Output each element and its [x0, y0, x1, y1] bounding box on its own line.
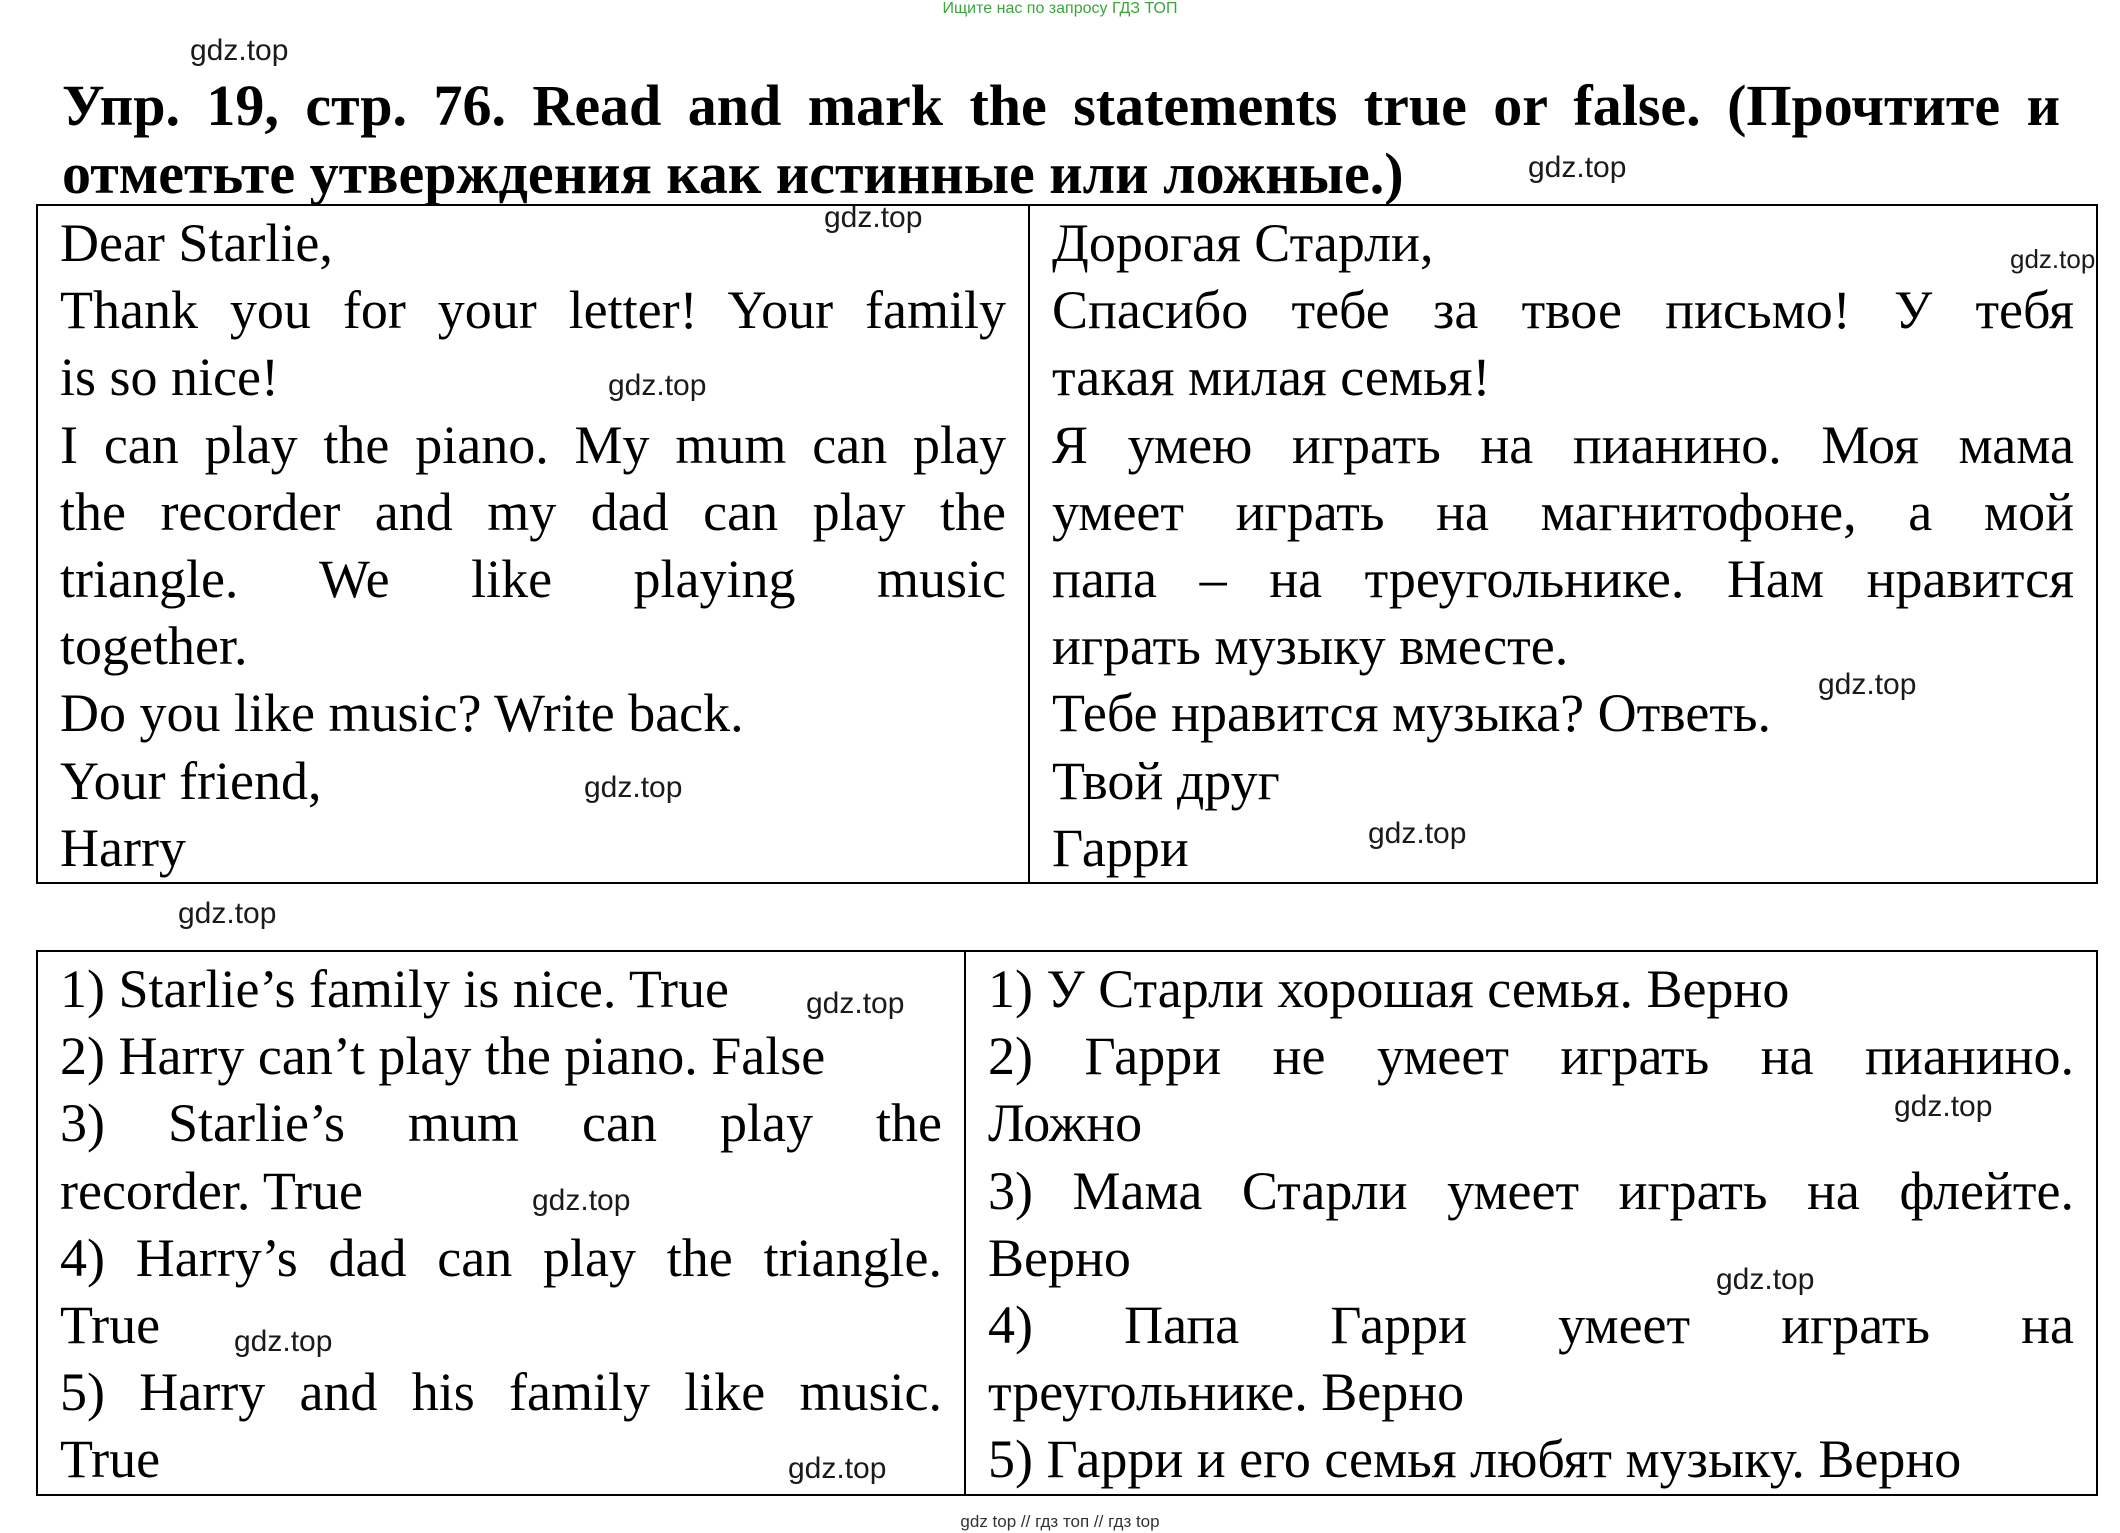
letter-en-line: is so nice!	[60, 347, 279, 408]
watermark: gdz.top	[584, 771, 683, 804]
answer-en-line: recorder. True	[60, 1160, 363, 1221]
answer-ru-line: 4) Папа Гарри умеет играть на	[988, 1295, 2074, 1356]
answer-ru-line: Ложно	[988, 1093, 1143, 1154]
top-search-note: Ищите нас по запросу ГДЗ ТОП	[942, 0, 1178, 17]
letter-en-line: Your friend,	[60, 750, 322, 811]
watermark: gdz.top	[608, 369, 707, 402]
letter-en-line: the recorder and my dad can play the	[60, 481, 1006, 542]
letter-russian-cell	[1029, 205, 2097, 883]
watermark: gdz.top	[178, 897, 277, 930]
watermark: gdz.top	[1528, 151, 1627, 184]
letter-ru-line: Спасибо тебе за твое письмо! У тебя	[1052, 280, 2074, 341]
letter-en-line: I can play the piano. My mum can play	[60, 414, 1006, 475]
answer-ru-line: 1) У Старли хорошая семья. Верно	[988, 959, 1790, 1019]
answer-en-line: 5) Harry and his family like music.	[60, 1362, 942, 1423]
letter-en-greeting: Dear Starlie,	[60, 213, 333, 273]
answer-ru-line: треугольнике. Верно	[988, 1362, 1465, 1423]
letter-ru-signature: Гарри	[1052, 817, 1189, 878]
answer-en-line: 2) Harry can’t play the piano. False	[60, 1026, 826, 1087]
letter-ru-greeting: Дорогая Старли,	[1052, 213, 1434, 273]
watermark: gdz.top	[806, 987, 905, 1020]
answer-ru-line: Верно	[988, 1227, 1131, 1288]
watermark: gdz.top	[788, 1452, 887, 1485]
letter-en-line: triangle. We like playing music	[60, 549, 1006, 610]
watermark: gdz.top	[234, 1325, 333, 1358]
footer-watermark: gdz top // гдз топ // гдз top	[960, 1512, 1160, 1531]
letter-table	[36, 204, 2098, 884]
answer-en-line: True	[60, 1429, 161, 1490]
letter-ru-line: умеет играть на магнитофоне, а мой	[1052, 481, 2074, 542]
answer-en-line: 3) Starlie’s mum can play the	[60, 1093, 942, 1154]
answer-en-line: True	[60, 1295, 161, 1356]
letter-en-line: together.	[60, 616, 248, 677]
answers-english-cell	[37, 951, 965, 1495]
letter-en-line: Do you like music? Write back.	[60, 683, 744, 744]
watermark: gdz.top	[1368, 817, 1467, 850]
answer-en-line: 1) Starlie’s family is nice. True	[60, 959, 729, 1019]
answer-ru-line: 2) Гарри не умеет играть на пианино.	[988, 1026, 2074, 1087]
answers-table	[36, 950, 2098, 1496]
letter-english-cell	[37, 205, 1029, 883]
letter-ru-line: Твой друг	[1052, 750, 1280, 811]
watermark: gdz.top	[1818, 668, 1917, 701]
watermark: gdz.top	[2010, 244, 2096, 274]
letter-en-signature: Harry	[60, 817, 186, 878]
answer-en-line: 4) Harry’s dad can play the triangle.	[60, 1227, 942, 1288]
letter-ru-line: Тебе нравится музыка? Ответь.	[1052, 683, 1772, 744]
watermark: gdz.top	[1894, 1090, 1993, 1123]
answer-ru-line: 3) Мама Старли умеет играть на флейте.	[988, 1160, 2074, 1221]
watermark: gdz.top	[190, 34, 289, 67]
letter-ru-line: папа – на треугольнике. Нам нравится	[1052, 549, 2074, 610]
answers-russian-cell	[965, 951, 2097, 1495]
letter-ru-line: такая милая семья!	[1052, 347, 1491, 408]
letter-en-line: Thank you for your letter! Your family	[60, 280, 1006, 341]
watermark: gdz.top	[1716, 1263, 1815, 1296]
answer-ru-line: 5) Гарри и его семья любят музыку. Верно	[988, 1429, 1962, 1490]
exercise-title: Упр. 19, стр. 76. Read and mark the statements true or false. (Прочтите и отметьте утверждения как истинные или ложные.)	[62, 73, 2060, 206]
letter-ru-line: Я умею играть на пианино. Моя мама	[1052, 414, 2074, 475]
letter-ru-line: играть музыку вместе.	[1052, 616, 1569, 677]
watermark: gdz.top	[532, 1184, 631, 1217]
watermark: gdz.top	[824, 201, 923, 234]
